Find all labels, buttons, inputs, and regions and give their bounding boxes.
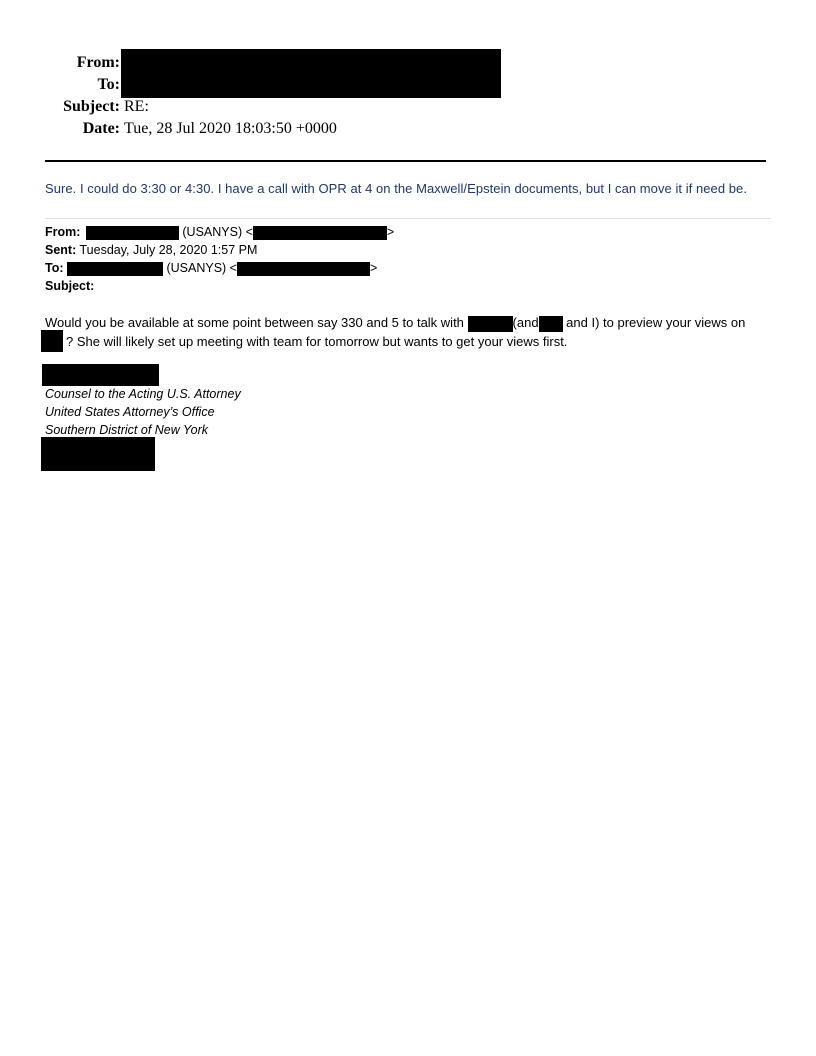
redaction-recipient-name	[67, 262, 163, 276]
message-line-1	[45, 313, 745, 332]
redaction-name-1	[468, 316, 513, 332]
forwarded-to-line	[45, 259, 377, 277]
header-subject-label: Subject:	[63, 98, 120, 115]
message-line-2	[45, 332, 745, 351]
forwarded-sent-line	[45, 241, 257, 259]
message-line-1-part-b: (and	[512, 315, 539, 330]
quoted-divider	[45, 218, 771, 219]
header-divider	[45, 160, 766, 162]
redaction-recipient-email	[237, 262, 370, 276]
forwarded-sent-label: Sent:	[45, 243, 77, 257]
forwarded-subject-line	[45, 277, 94, 295]
forwarded-from-label: From:	[45, 225, 81, 239]
header-from-label: From:	[76, 54, 120, 71]
email-header	[0, 0, 816, 150]
signature-title: Counsel to the Acting U.S. Attorney	[45, 387, 241, 401]
header-subject-value: RE:	[124, 98, 149, 115]
forwarded-to-label: To:	[45, 261, 64, 275]
reply-text: Sure. I could do 3:30 or 4:30. I have a call with OPR at 4 on the Maxwell/Epstein documents, but I can move it if need be.	[45, 181, 747, 196]
signature-district: Southern District of New York	[45, 423, 209, 437]
forwarded-from-line	[45, 223, 394, 241]
redaction-sender-name	[86, 226, 179, 240]
message-line-1-part-c: and I) to preview your views on	[562, 315, 746, 330]
forwarded-subject-label: Subject:	[45, 279, 95, 293]
redaction-sender-email	[253, 226, 387, 240]
redaction-signer-contact	[41, 437, 155, 471]
signature-office: United States Attorney’s Office	[45, 405, 215, 419]
forwarded-from-close: >	[386, 225, 395, 239]
redaction-name-2	[539, 316, 563, 332]
redaction-header-from-to	[121, 49, 501, 98]
message-body	[45, 313, 745, 351]
redaction-topic	[41, 330, 63, 352]
header-date-label: Date:	[82, 120, 120, 137]
message-line-1-part-a: Would you be available at some point between say 330 and 5 to talk with	[45, 315, 468, 330]
redaction-signer-name	[42, 364, 159, 386]
header-date-value: Tue, 28 Jul 2020 18:03:50 +0000	[124, 120, 337, 137]
forwarded-sent-value: Tuesday, July 28, 2020 1:57 PM	[76, 243, 258, 257]
forwarded-to-org: (USANYS) <	[163, 261, 237, 275]
message-line-2-text: ? She will likely set up meeting with team for tomorrow but wants to get your views first.	[66, 334, 568, 349]
forwarded-from-org: (USANYS) <	[178, 225, 253, 239]
header-to-label: To:	[97, 76, 120, 93]
forwarded-to-close: >	[369, 261, 378, 275]
